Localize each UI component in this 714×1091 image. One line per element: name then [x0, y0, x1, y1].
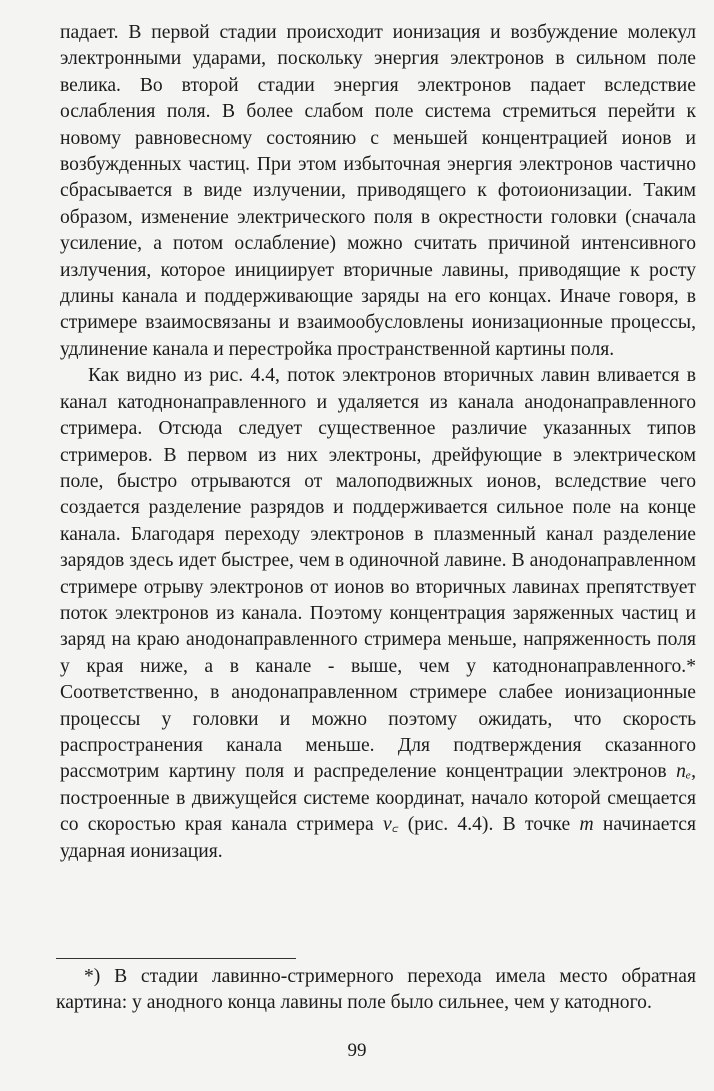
- paragraph-1-text: падает. В первой стадии происходит ионизация и возбуждение молекул электронными ударами, поскольку энергия электронов в сильном поле велика. Во второй стадии энергия электронов падает вследствие ослабления поля. В более слабом поле система стремиться перейти к новому равновесному состоянию с меньшей концентрацией ионов и возбужденных частиц. При этом избыточная энергия электронов частично сбрасывается в виде излучении, приводящего к фотоионизации. Таким образом, изменение электрического поля в окрестности головки (сначала усиление, а потом ослабление) можно считать причиной интенсивного излучения, которое инициирует вторичные лавины, приводящие к росту длины канала и поддерживающие заряды на его концах. Иначе говоря, в стримере взаимосвязаны и взаимообусловлены ионизационные процессы, удлинение канала и перестройка пространственной картины поля.: [60, 22, 696, 360]
- paragraph-continuation: [60, 20, 696, 363]
- footnote-divider: [56, 958, 296, 959]
- paragraph-2-text-a: Как видно из рис. 4.4, поток электронов вторичных лавин вливается в канал катоднонаправленного и удаляется из канала анодонаправленного стримера. Отсюда следует существенное различие указанных типов стримеров. В первом из них электроны, дрейфующие в электрическом поле, быстро отрываются от малоподвижных ионов, вследствие чего создается разделение разрядов и поддерживается сильное поле на конце канала. Благодаря переходу электронов в плазменный канал разделение зарядов здесь идет быстрее, чем в одиночной лавине. В анодонаправленном стримере отрыву электронов от ионов во вторичных лавинах препятствует поток электронов из канала. Поэтому концентрация заряженных частиц и заряд на краю анодонаправленного стримера меньше, напряженность поля у края ниже, а в канале - выше, чем у катоднонаправленного.* Соответственно, в анодонаправленном стримере слабее ионизационные процессы у головки и можно поэтому ожидать, что скорость распространения канала меньше. Для подтверждения сказанного рассмотрим картину поля и распределение концентрации электронов: [60, 365, 696, 783]
- symbol-channel-velocity: v꜀: [382, 814, 399, 836]
- page-number: 99: [347, 1040, 367, 1061]
- footnote-text: *) В стадии лавинно-стримерного перехода имела место обратная картина: у анодного конца лавины поле было сильнее, чем у катодного.: [56, 966, 696, 1014]
- paragraph-2-text-c: (рис. 4.4). В точке: [398, 814, 580, 836]
- paragraph-2-text-d: начинается ударная ионизация.: [60, 814, 697, 862]
- page-body: [60, 20, 696, 865]
- paragraph-2-text-b: , построенные в движущейся системе координат, начало которой смещается со скоростью края канала стримера: [60, 761, 696, 836]
- symbol-point-m: m: [579, 814, 594, 836]
- paragraph-streamer-types: [60, 363, 696, 865]
- symbol-electron-concentration: nₑ: [676, 761, 692, 783]
